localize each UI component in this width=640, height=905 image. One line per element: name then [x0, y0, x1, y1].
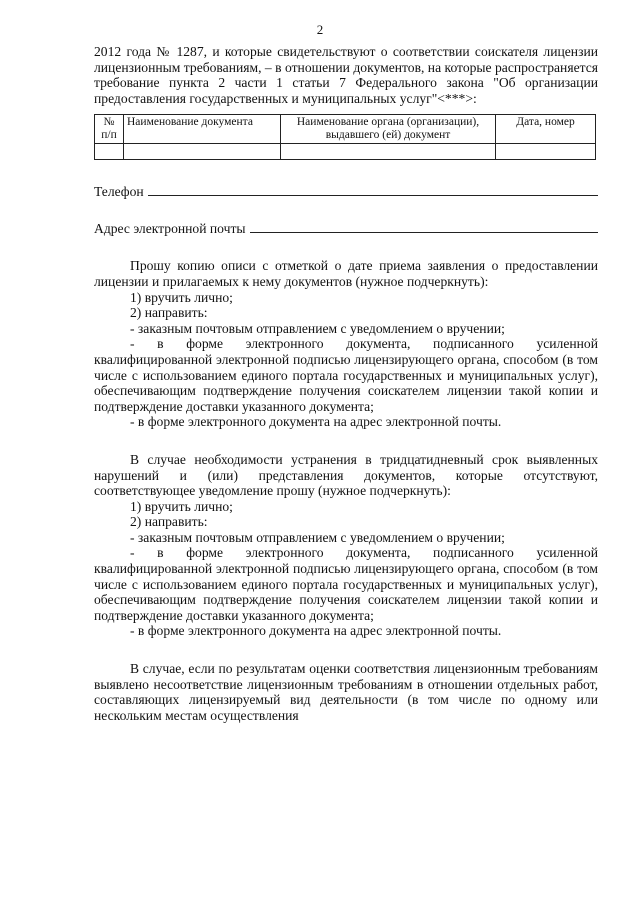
email-field-line[interactable]: [250, 219, 598, 233]
document-body: [94, 44, 598, 723]
table-header-cell: Наименование документа: [124, 115, 281, 144]
phone-field-row: [94, 182, 598, 199]
section1-intro: Прошу копию описи с отметкой о дате приема заявления о предоставлении лицензии и прилагаемых к нему документов (нужное подчеркнуть):: [94, 258, 598, 289]
section1-option-send: 2) направить:: [130, 305, 208, 321]
table-row: [95, 144, 596, 160]
section2-intro: В случае необходимости устранения в тридцатидневный срок выявленных нарушений и (или) представления документов, которые отсутствуют, соответствующее уведомление прошу (нужное подчеркнуть):: [94, 451, 598, 499]
table-cell[interactable]: [124, 144, 281, 160]
section3-intro: В случае, если по результатам оценки соответствия лицензионным требованиям выявлено несоответствие лицензионным требованиям в отношении отдельных работ, составляющих лицензируемый вид деятельности (в том числе по одному или нескольким местам осуществления: [94, 661, 598, 723]
table-header-cell: № п/п: [95, 115, 124, 144]
email-label: Адрес электронной почты: [94, 220, 246, 236]
table-cell[interactable]: [496, 144, 596, 160]
table-header-row: [95, 115, 596, 144]
section1-item-edoc-signed: - в форме электронного документа, подписанного усиленной квалифицированной электронной подписью лицензирующего органа, способом (в том числе с использованием единого портала государственных и муниципальных услуг), обеспечивающим подтверждение получения соискателем лицензии такой копии и подтверждение доставки указанного документа;: [94, 336, 598, 414]
section1-item-email: - в форме электронного документа на адрес электронной почты.: [130, 414, 502, 430]
section2-option-send: 2) направить:: [130, 514, 208, 530]
section1-item-mail: - заказным почтовым отправлением с уведомлением о вручении;: [130, 320, 505, 336]
table-cell[interactable]: [95, 144, 124, 160]
section2-item-email: - в форме электронного документа на адрес электронной почты.: [130, 623, 502, 639]
table-cell[interactable]: [281, 144, 496, 160]
intro-paragraph: 2012 года № 1287, и которые свидетельствуют о соответствии соискателя лицензии лицензионным требованиям, – в отношении документов, на которые распространяется требование пункта 2 части 1 статьи 7 Федерального закона "Об организации предоставления государственных и муниципальных услуг"<***>:: [94, 44, 598, 106]
section2-item-mail: - заказным почтовым отправлением с уведомлением о вручении;: [130, 529, 505, 545]
table-header-cell: Наименование органа (организации), выдавшего (ей) документ: [281, 115, 496, 144]
section1-option-deliver: 1) вручить лично;: [130, 289, 233, 305]
table-header-cell: Дата, номер: [496, 115, 596, 144]
documents-table: [94, 114, 596, 160]
phone-field-line[interactable]: [148, 182, 598, 196]
email-field-row: [94, 219, 598, 236]
section2-option-deliver: 1) вручить лично;: [130, 498, 233, 514]
phone-label: Телефон: [94, 183, 144, 199]
page-number: 2: [316, 22, 324, 37]
section2-item-edoc-signed: - в форме электронного документа, подписанного усиленной квалифицированной электронной подписью лицензирующего органа, способом (в том числе с использованием единого портала государственных и муниципальных услуг), обеспечивающим подтверждение получения соискателем лицензии такой копии и подтверждение доставки указанного документа;: [94, 545, 598, 623]
